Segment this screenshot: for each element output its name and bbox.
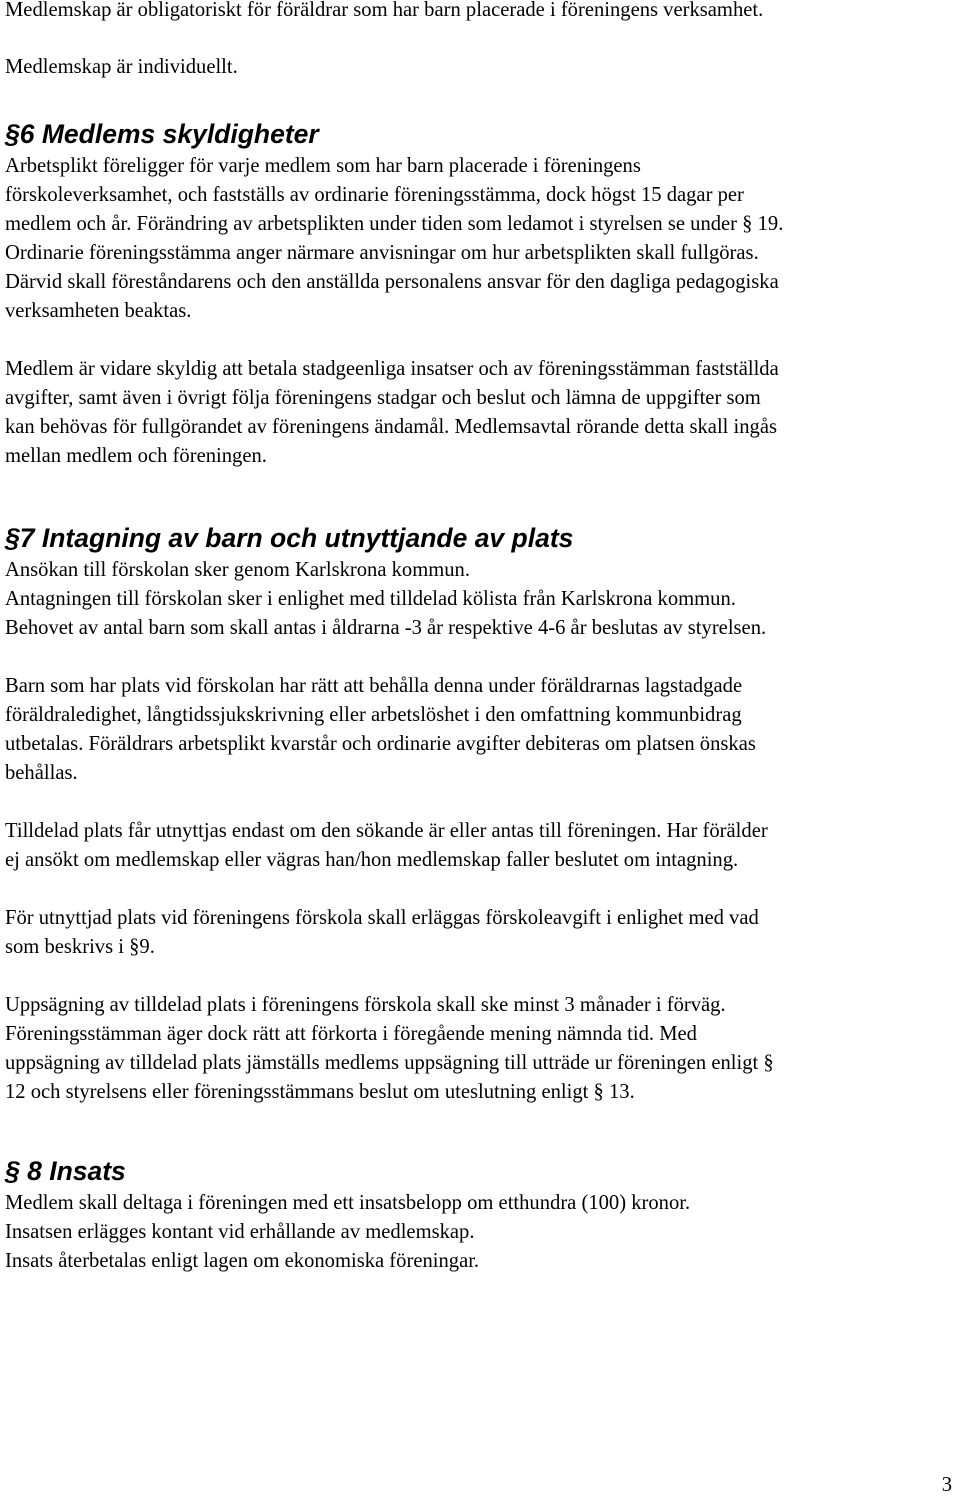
section-7-heading: §7 Intagning av barn och utnyttjande av plats	[5, 523, 574, 553]
section-6-paragraph-2	[5, 355, 950, 471]
page-number: 3	[941, 1474, 952, 1496]
intro-paragraph	[5, 0, 950, 82]
text-line: förskoleverksamhet, och fastställs av ordinarie föreningsstämma, dock högst 15 dagar per	[5, 184, 744, 206]
text-line: avgifter, samt även i övrigt följa föreningens stadgar och beslut och lämna de uppgifter som	[5, 387, 761, 409]
section-7-paragraph-4	[5, 904, 950, 962]
text-line: kan behövas för fullgörandet av föreningens ändamål. Medlemsavtal rörande detta skall ingås	[5, 416, 778, 438]
text-line: Medlem skall deltaga i föreningen med ett insatsbelopp om etthundra (100) kronor.	[5, 1192, 691, 1214]
section-8-heading: § 8 Insats	[5, 1156, 126, 1186]
section-7-paragraph-2	[5, 672, 950, 788]
text-line: Behovet av antal barn som skall antas i åldrarna -3 år respektive 4-6 år beslutas av styrelsen.	[5, 617, 767, 639]
section-7-paragraph-5	[5, 991, 950, 1107]
text-line: behållas.	[5, 762, 78, 784]
text-line: Ansökan till förskolan sker genom Karlskrona kommun.	[5, 559, 470, 581]
text-line: Barn som har plats vid förskolan har rätt att behålla denna under föräldrarnas lagstadgade	[5, 675, 743, 697]
text-line: Medlemskap är obligatoriskt för föräldrar som har barn placerade i föreningens verksamhet.	[5, 0, 764, 21]
text-line: För utnyttjad plats vid föreningens förskola skall erläggas förskoleavgift i enlighet med vad	[5, 907, 759, 929]
text-line: utbetalas. Föräldrars arbetsplikt kvarstår och ordinarie avgifter debiteras om platsen önskas	[5, 733, 756, 755]
section-6-heading: §6 Medlems skyldigheter	[5, 119, 319, 149]
text-line: Uppsägning av tilldelad plats i föreningens förskola skall ske minst 3 månader i förväg.	[5, 994, 726, 1016]
text-line: Medlem är vidare skyldig att betala stadgeenliga insatser och av föreningsstämman fastställda	[5, 358, 779, 380]
section-8-paragraph-1	[5, 1189, 950, 1276]
text-line: verksamheten beaktas.	[5, 300, 192, 322]
text-line: Därvid skall föreståndarens och den anställda personalens ansvar för den dagliga pedagogiska	[5, 271, 779, 293]
text-line: som beskrivs i §9.	[5, 936, 155, 958]
text-line: Ordinarie föreningsstämma anger närmare anvisningar om hur arbetsplikten skall fullgöras.	[5, 242, 759, 264]
text-line: Arbetsplikt föreligger för varje medlem som har barn placerade i föreningens	[5, 155, 641, 177]
section-6-paragraph-1	[5, 152, 950, 326]
text-line: Insatsen erlägges kontant vid erhållande av medlemskap.	[5, 1221, 475, 1243]
section-7-paragraph-1	[5, 556, 950, 643]
text-line: uppsägning av tilldelad plats jämställs medlems uppsägning till utträde ur föreningen enligt §	[5, 1052, 774, 1074]
text-line: Insats återbetalas enligt lagen om ekonomiska föreningar.	[5, 1250, 480, 1272]
text-line: Antagningen till förskolan sker i enlighet med tilldelad kölista från Karlskrona kommun.	[5, 588, 736, 610]
text-line: ej ansökt om medlemskap eller vägras han/hon medlemskap faller beslutet om intagning.	[5, 849, 739, 871]
text-line: 12 och styrelsens eller föreningsstämmans beslut om uteslutning enligt § 13.	[5, 1081, 635, 1103]
text-line: mellan medlem och föreningen.	[5, 445, 267, 467]
text-line: medlem och år. Förändring av arbetsplikten under tiden som ledamot i styrelsen se under § 19.	[5, 213, 784, 235]
text-line: föräldraledighet, långtidssjukskrivning eller arbetslöshet i den omfattning kommunbidrag	[5, 704, 742, 726]
text-line: Tilldelad plats får utnyttjas endast om den sökande är eller antas till föreningen. Har förälder	[5, 820, 768, 842]
text-line: Föreningsstämman äger dock rätt att förkorta i föregående mening nämnda tid. Med	[5, 1023, 697, 1045]
section-7-paragraph-3	[5, 817, 950, 875]
text-line: Medlemskap är individuellt.	[5, 56, 238, 78]
document-page	[5, 0, 950, 1276]
